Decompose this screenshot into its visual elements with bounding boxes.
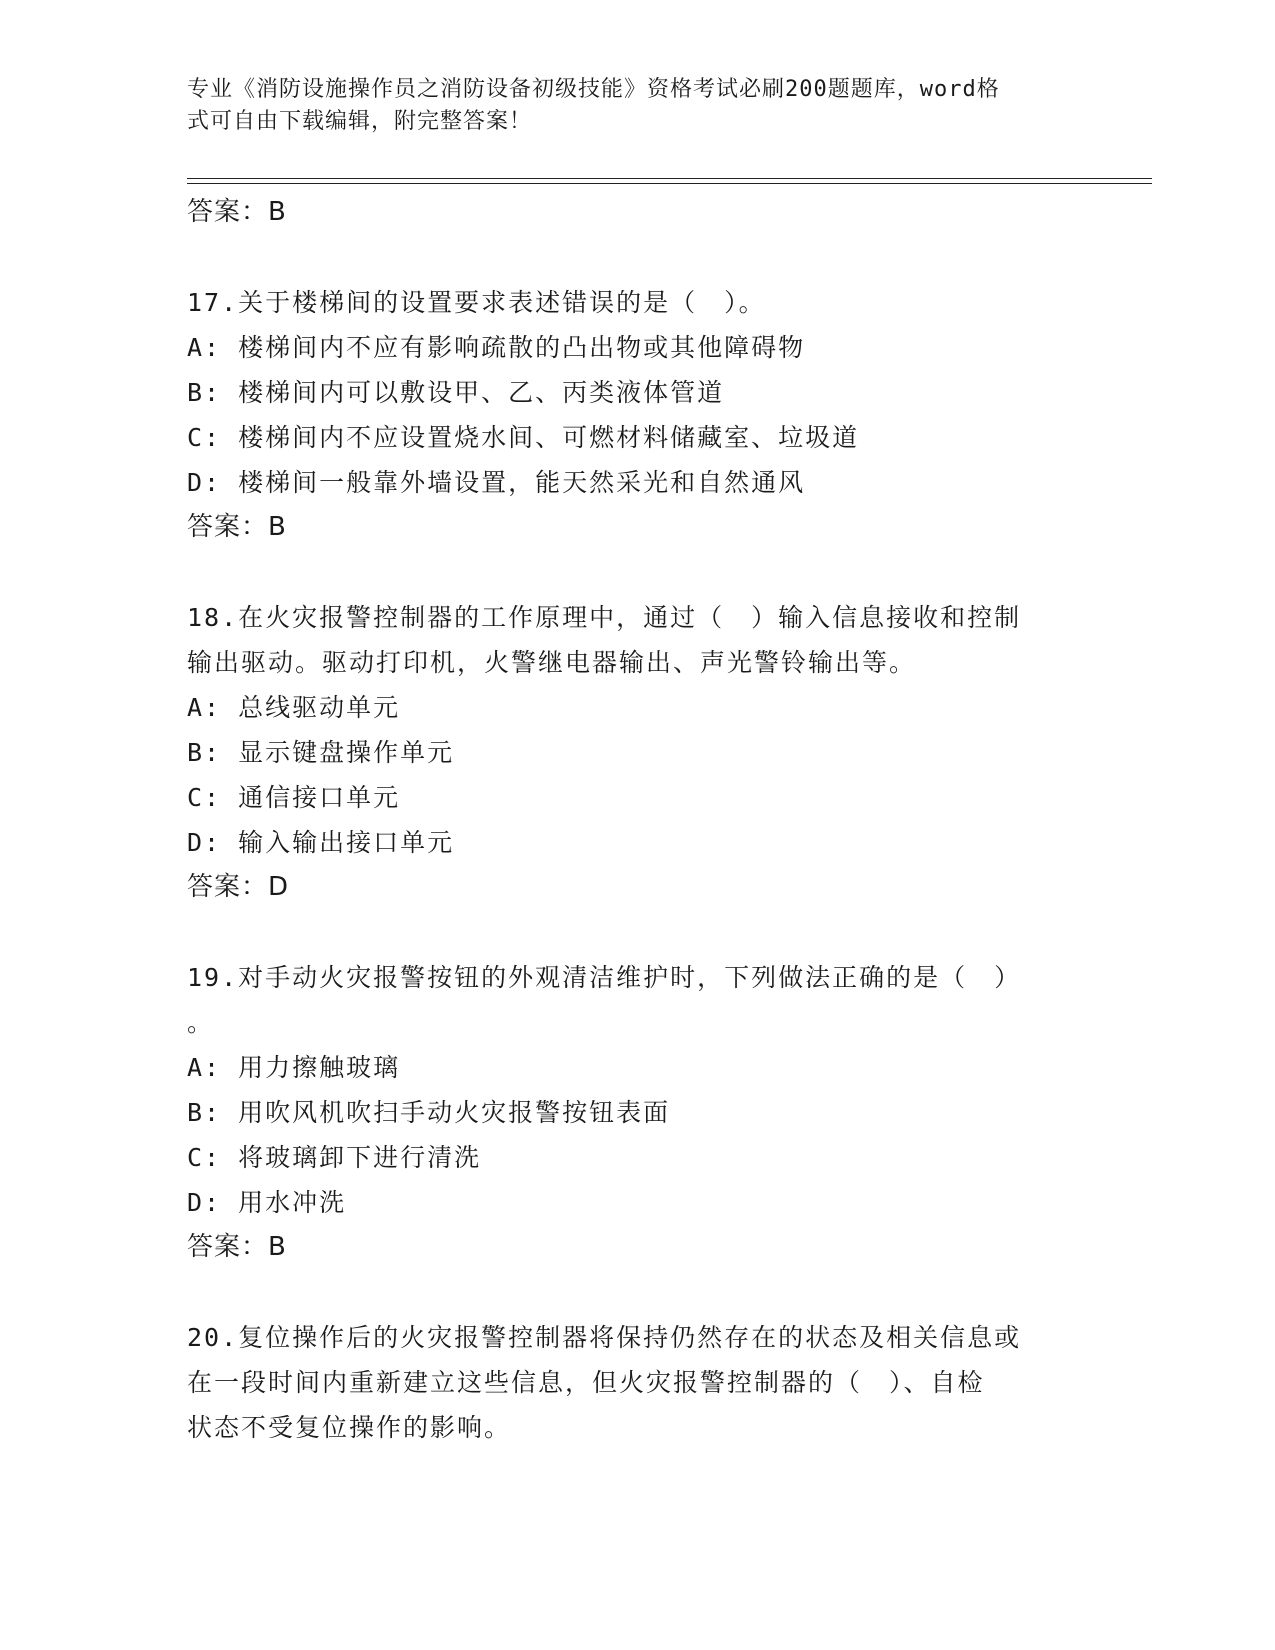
option-c: C: 楼梯间内不应设置烧水间、可燃材料储藏室、垃圾道 [187, 423, 860, 452]
option-a: A: 总线驱动单元 [187, 693, 401, 722]
option-b: B: 楼梯间内可以敷设甲、乙、丙类液体管道 [187, 378, 725, 407]
option-a: A: 用力擦触玻璃 [187, 1053, 401, 1082]
spacer [187, 910, 1092, 955]
page-header [187, 74, 1067, 138]
question-stem-line-2: 在一段时间内重新建立这些信息，但火灾报警控制器的（ ）、自检 [187, 1368, 985, 1397]
question-stem-line-3: 状态不受复位操作的影响。 [187, 1413, 512, 1442]
question-stem-line-1: 18.在火灾报警控制器的工作原理中，通过（ ）输入信息接收和控制 [187, 603, 1022, 632]
question-19 [187, 955, 1092, 1270]
option-c: C: 将玻璃卸下进行清洗 [187, 1143, 482, 1172]
answer: 答案：B [187, 1232, 287, 1262]
question-stem-line-1: 19.对手动火灾报警按钮的外观清洁维护时，下列做法正确的是（ ） [187, 963, 1022, 992]
option-b: B: 用吹风机吹扫手动火灾报警按钮表面 [187, 1098, 671, 1127]
question-17 [187, 280, 1092, 550]
spacer [187, 550, 1092, 595]
spacer [187, 1270, 1092, 1315]
spacer [187, 235, 1092, 280]
question-stem-line-2: 输出驱动。驱动打印机，火警继电器输出、声光警铃输出等。 [187, 648, 917, 677]
header-rule-top [187, 178, 1152, 179]
question-stem-line-2: 。 [187, 1008, 215, 1037]
question-stem-line-1: 20.复位操作后的火灾报警控制器将保持仍然存在的状态及相关信息或 [187, 1323, 1022, 1352]
header-rule-bottom [187, 183, 1152, 184]
question-20 [187, 1315, 1092, 1450]
document-body [187, 190, 1092, 1450]
header-line-1: 专业《消防设施操作员之消防设备初级技能》资格考试必刷200题题库，word格 [187, 77, 1000, 102]
option-a: A: 楼梯间内不应有影响疏散的凸出物或其他障碍物 [187, 333, 806, 362]
option-d: D: 用水冲洗 [187, 1188, 347, 1217]
answer: 答案：D [187, 872, 290, 902]
answer: 答案：B [187, 512, 287, 542]
option-d: D: 楼梯间一般靠外墙设置，能天然采光和自然通风 [187, 468, 806, 497]
option-d: D: 输入输出接口单元 [187, 828, 455, 857]
previous-answer: 答案：B [187, 197, 287, 227]
question-18 [187, 595, 1092, 910]
option-b: B: 显示键盘操作单元 [187, 738, 455, 767]
option-c: C: 通信接口单元 [187, 783, 401, 812]
question-stem: 17.关于楼梯间的设置要求表述错误的是（ ）。 [187, 288, 766, 317]
header-line-2: 式可自由下载编辑，附完整答案！ [187, 109, 533, 134]
